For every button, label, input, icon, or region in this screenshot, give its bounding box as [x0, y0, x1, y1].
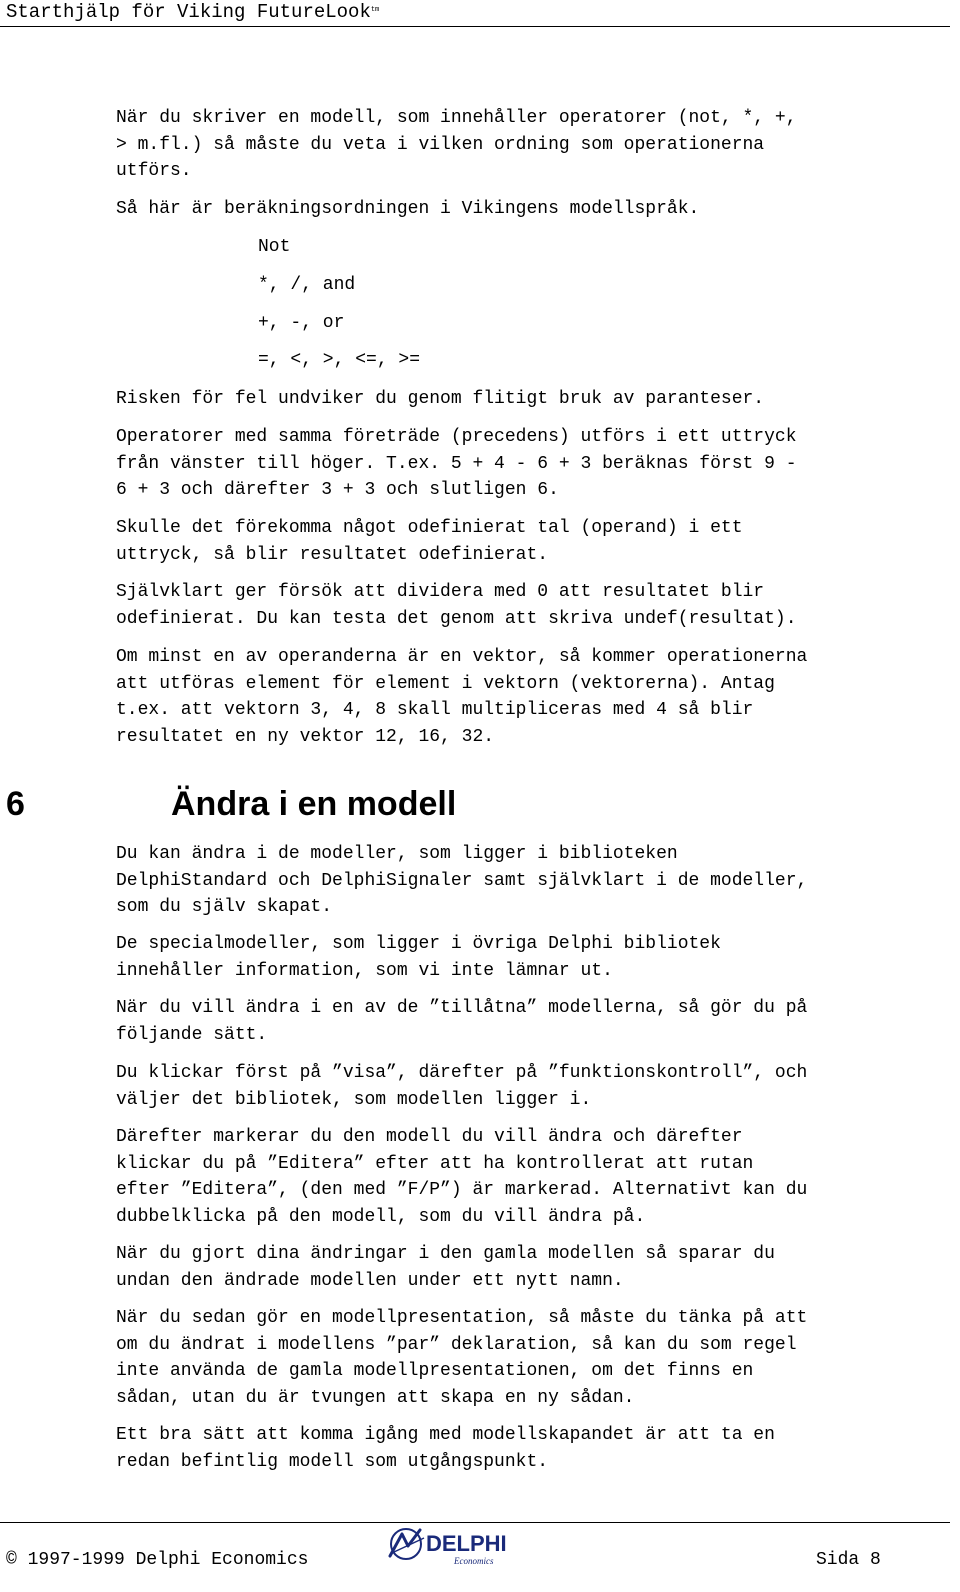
- text-line: undan den ändrade modellen under ett nytt namn.: [116, 1270, 624, 1291]
- paragraph-same-precedence: [116, 424, 797, 504]
- text-line: När du skriver en modell, som innehåller operatorer (not, *, +,: [116, 108, 797, 128]
- text-line: När du gjort dina ändringar i den gamla modellen så sparar du: [116, 1244, 775, 1264]
- text-line: uttryck, så blir resultatet odefinierat.: [116, 544, 549, 565]
- paragraph-mark-and-edit: [116, 1124, 807, 1230]
- paragraph-model-presentation: [116, 1305, 807, 1411]
- text-line: odefinierat. Du kan testa det genom att skriva undef(resultat).: [116, 608, 797, 629]
- text-line: från vänster till höger. T.ex. 5 + 4 - 6 + 3 beräknas först 9 -: [116, 453, 797, 474]
- footer-page-number: Sida 8: [816, 1550, 881, 1570]
- header-title-text: Starthjälp för Viking FutureLook: [6, 1, 371, 23]
- text-line: Självklart ger försök att dividera med 0 att resultatet blir: [116, 582, 765, 602]
- trademark-mark: tm: [370, 6, 380, 14]
- paragraph-save-new-name: [116, 1241, 775, 1294]
- text-line: Skulle det förekomma något odefinierat tal (operand) i ett: [116, 518, 743, 538]
- text-line: Ett bra sätt att komma igång med modellskapandet är att ta en: [116, 1425, 775, 1445]
- header-rule: [0, 26, 950, 27]
- text-line: dubbelklicka på den modell, som du vill ändra på.: [116, 1206, 646, 1227]
- text-line: efter ”Editera”, (den med ”F/P”) är markerad. Alternativt kan du: [116, 1180, 808, 1200]
- paragraph-parentheses: [116, 386, 764, 413]
- precedence-level-2: *, /, and: [258, 275, 356, 295]
- paragraph-special-models: [116, 931, 721, 984]
- text-line: väljer det bibliotek, som modellen ligger i.: [116, 1089, 592, 1110]
- text-line: om du ändrat i modellens ”par” deklaration, så kan du som regel: [116, 1334, 797, 1355]
- text-line: De specialmodeller, som ligger i övriga Delphi bibliotek: [116, 934, 721, 954]
- text-line: 6 + 3 och därefter 3 + 3 och slutligen 6.: [116, 480, 559, 500]
- precedence-level-4: =, <, >, <=, >=: [258, 350, 421, 370]
- paragraph-divide-by-zero: [116, 579, 797, 632]
- text-line: som du själv skapat.: [116, 897, 333, 917]
- text-line: sådan, utan du är tvungen att skapa en ny sådan.: [116, 1387, 635, 1408]
- logo-emblem: [390, 1529, 424, 1559]
- footer-rule: [0, 1522, 950, 1523]
- paragraph-evaluation-order: [116, 196, 699, 223]
- document-header: [6, 0, 379, 24]
- logo-subtext: Economics: [454, 1556, 494, 1566]
- text-line: att utföras element för element i vektorn (vektorerna). Antag: [116, 673, 775, 694]
- paragraph-good-start: [116, 1422, 775, 1475]
- paragraph-operator-order: [116, 105, 797, 185]
- text-line: Du kan ändra i de modeller, som ligger i biblioteken: [116, 844, 678, 864]
- text-line: inte använda de gamla modellpresentationen, om det finns en: [116, 1361, 754, 1381]
- paragraph-how-to-edit: [116, 995, 807, 1048]
- text-line: t.ex. att vektorn 3, 4, 8 skall multipliceras med 4 så blir: [116, 700, 754, 720]
- logo-wordmark: DELPHI: [426, 1531, 507, 1556]
- paragraph-undefined-operand: [116, 515, 743, 568]
- text-line: DelphiStandard och DelphiSignaler samt självklart i de modeller,: [116, 870, 808, 891]
- text-line: resultatet en ny vektor 12, 16, 32.: [116, 726, 495, 747]
- paragraph-editable-libraries: [116, 841, 807, 921]
- text-line: > m.fl.) så måste du veta i vilken ordning som operationerna: [116, 134, 765, 155]
- delphi-logo-icon: [384, 1524, 510, 1568]
- text-line: Risken för fel undviker du genom flitigt bruk av paranteser.: [116, 389, 765, 409]
- text-line: Operatorer med samma företräde (precedens) utförs i ett uttryck: [116, 427, 797, 447]
- precedence-level-1: Not: [258, 237, 291, 257]
- text-line: klickar du på ”Editera” efter att ha kontrollerat att rutan: [116, 1153, 754, 1174]
- text-line: följande sätt.: [116, 1024, 268, 1045]
- text-line: När du vill ändra i en av de ”tillåtna” modellerna, så gör du på: [116, 998, 808, 1018]
- precedence-level-3: +, -, or: [258, 313, 345, 333]
- section-title: Ändra i en modell: [171, 785, 457, 823]
- text-line: Så här är beräkningsordningen i Vikingens modellspråk.: [116, 199, 700, 219]
- text-line: Därefter markerar du den modell du vill ändra och därefter: [116, 1127, 743, 1147]
- text-line: När du sedan gör en modellpresentation, så måste du tänka på att: [116, 1308, 808, 1328]
- text-line: Om minst en av operanderna är en vektor, så kommer operationerna: [116, 647, 808, 667]
- footer-copyright: © 1997-1999 Delphi Economics: [6, 1550, 309, 1570]
- text-line: utförs.: [116, 161, 192, 181]
- paragraph-vector-operations: [116, 644, 807, 750]
- section-number: 6: [6, 785, 25, 823]
- text-line: redan befintlig modell som utgångspunkt.: [116, 1451, 549, 1472]
- text-line: Du klickar först på ”visa”, därefter på ”funktionskontroll”, och: [116, 1063, 808, 1083]
- paragraph-select-library: [116, 1060, 807, 1113]
- text-line: innehåller information, som vi inte lämnar ut.: [116, 960, 613, 981]
